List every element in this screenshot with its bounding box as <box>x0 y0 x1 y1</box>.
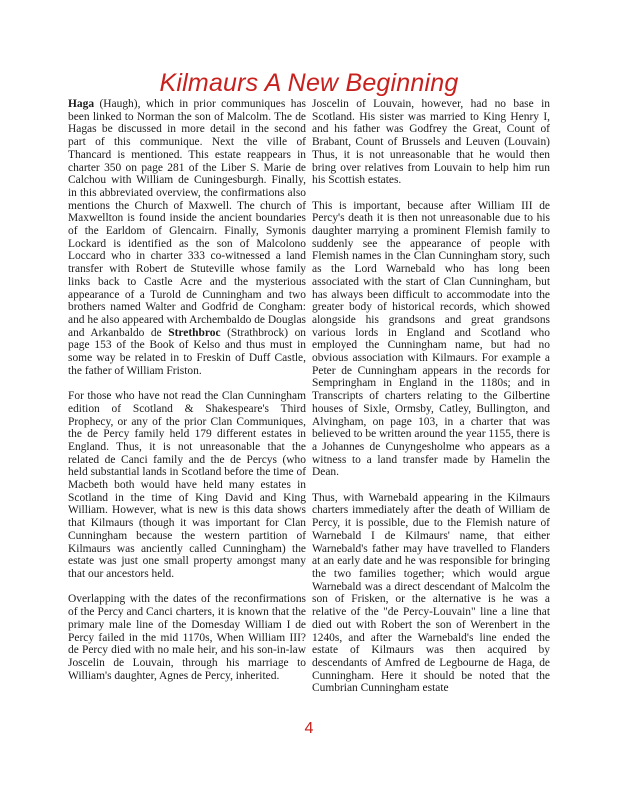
right-paragraph-2: This is important, because after William III de Percy's death it is then not unreasonable due to his daughter marrying a prominent Flemish family to suddenly see the appearance of people with Flemish names in the Clan Cunningham story, such as the Lord Warnebald who has long been associated with the start of Clan Cunningham, but has always been difficult to accommodate into the greater body of historical records, which showed alongside his grandsons and great grandsons various lords in England and Scotland who employed the Cunningham name, but had no obvious association with Kilmaurs. For example a Peter de Cunningham appears in the records for Sempringham in England in the 1180s; and in Transcripts of charters relating to the Gilbertine houses of Sixle, Ormsby, Catley, Bullington, and Alvingham, on page 103, in a charter that was believed to be written around the year 1155, there is a Johannes de Cunyngesholme who appears as a witness to a land transfer made by Hamelin the Dean. <box>312 199 550 479</box>
page-title: Kilmaurs A New Beginning <box>159 69 459 97</box>
bold-word-strethbroc: Strethbroc <box>168 326 221 339</box>
left-paragraph-1 <box>68 98 306 377</box>
left-paragraph-2: For those who have not read the Clan Cunningham edition of Scotland & Shakespeare's Third Prophecy, or any of the prior Clan Communiques, the de Percy family held 179 different estates in England. Thus, it is not unreasonable that the related de Canci family and the de Percys (who held substantial lands in Scotland before the time of Macbeth both would have held many estates in Scotland in the time of King David and King William. However, what is new is this data shows that Kilmaurs (though it was important for Clan Cunningham because the western partition of Kilmaurs was anciently called Cunningham) the estate was just one small property amongst many that our ancestors held. <box>68 390 306 580</box>
left-paragraph-3: Overlapping with the dates of the reconfirmations of the Percy and Canci charters, it is known that the primary male line of the Domesday William I de Percy failed in the mid 1170s, When William III? de Percy died with no male heir, and his son-in-law Joscelin de Louvain, through his marriage to William's daughter, Agnes de Percy, inherited. <box>68 593 306 682</box>
paragraph-text: (Haugh), which in prior communiques has been linked to Norman the son of Malcolm. The de Hagas be discussed in more detail in the second part of this communique. Next the ville of Thancard is mentioned. This estate reappears in charter 350 on page 281 of the Liber S. Marie de Calchou with William de Cuningesburgh. Finally, in this abbreviated overview, the confirmations also mentions the Church of Maxwell. The church of Maxwellton is found inside the ancient boundaries of the Earldom of Glencairn. Finally, Symonis Lockard is identified as the son of Malcolono Loccard who in charter 333 co-witnessed a land transfer with Robert de Stuteville whose family links back to Castle Acre and the mysterious appearance of a Turold de Cunningham and two brothers named Walter and Godfrid de Congham: and he also appeared with Archembaldo de Douglas and Arkanbaldo de <box>68 98 306 339</box>
paragraph-text: (Strathbrock) on page 153 of the Book of Kelso and thus must in some way be related in to Freskin of Duff Castle, the father of William Friston. <box>68 326 307 377</box>
lead-word-haga: Haga <box>68 98 95 110</box>
right-column <box>312 98 550 695</box>
right-paragraph-1: Joscelin of Louvain, however, had no base in Scotland. His sister was married to King Henry I, and his father was Godfrey the Great, Count of Brabant, Count of Brussels and Leuven (Louvain) Thus, it is not unreasonable that he would then bring over relatives from Louvain to help him run his Scottish estates. <box>312 98 550 187</box>
page-number: 4 <box>304 720 314 737</box>
right-paragraph-3: Thus, with Warnebald appearing in the Kilmaurs charters immediately after the death of William de Percy, it is possible, due to the Flemish nature of Warnebald I de Kilmaurs' name, that either Warnebald's father may have travelled to Flanders at an early date and he was responsible for bringing the two families together; which would argue Warnebald was a direct descendant of Malcolm the son of Frisken, or the alternative is he was a relative of the "de Percy-Louvain" line a line that died out with Robert the son of Werenbert in the 1240s, and after the Warnebald's line ended the estate of Kilmaurs was then acquired by descendants of Amfred de Legbourne de Haga, de Cunningham. Here it should be noted that the Cumbrian Cunningham estate <box>312 491 550 695</box>
left-column <box>68 98 306 682</box>
